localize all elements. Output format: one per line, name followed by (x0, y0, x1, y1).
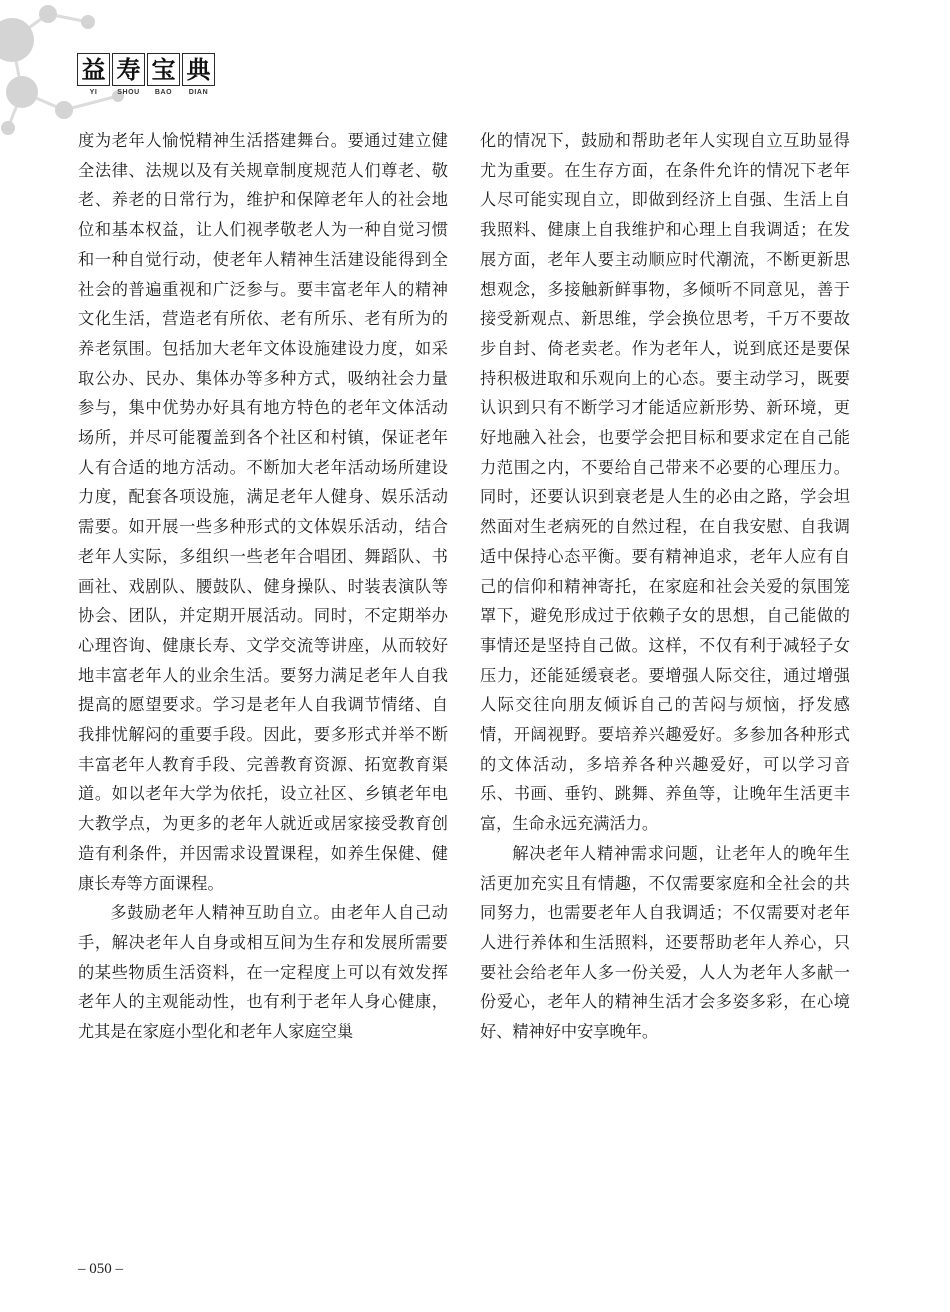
pinyin-label: YI (89, 89, 98, 96)
paragraph: 解决老年人精神需求问题，让老年人的晚年生活更加充实且有情趣，不仅需要家庭和全社会的共同努力，也需要老年人自我调适；不仅需要对老年人进行养体和生活照料，还要帮助老年人养心，只要社会给老年人多一份关爱，人人为老年人多献一份爱心，老年人的精神生活才会多姿多彩，在心境好、精神好中安享晚年。 (480, 843, 850, 1042)
left-column (78, 126, 448, 1047)
section-masthead (77, 53, 215, 96)
paragraph: 化的情况下，鼓励和帮助老年人实现自立互助显得尤为重要。在生存方面，在条件允许的情况下老年人尽可能实现自立，即做到经济上自强、生活上自我照料、健康上自我维护和心理上自我调适；在发展方面，老年人要主动顺应时代潮流，不断更新思想观念，多接触新鲜事物，多倾听不同意见，善于接受新观点、新思维，学会换位思考，千万不要故步自封、倚老卖老。作为老年人，说到底还是要保持积极进取和乐观向上的心态。要主动学习，既要认识到只有不断学习才能适应新形势、新环境，更好地融入社会，也要学会把目标和要求定在自己能力范围之内，不要给自己带来不必要的心理压力。同时，还要认识到衰老是人生的必由之路，学会坦然面对生老病死的自然过程，在自我安慰、自我调适中保持心态平衡。要有精神追求，老年人应有自己的信仰和精神寄托，在家庭和社会关爱的氛围笼罩下，避免形成过于依赖子女的思想，自己能做的事情还是坚持自己做。这样，不仅有利于减轻子女压力，还能延缓衰老。要增强人际交往，通过增强人际交往向朋友倾诉自己的苦闷与烦恼，抒发感情，开阔视野。要培养兴趣爱好。多参加各种形式的文体活动，多培养各种兴趣爱好，可以学习音乐、书画、垂钓、跳舞、养鱼等，让晚年生活更丰富，生命永远充满活力。 (480, 131, 850, 834)
pinyin-label: SHOU (117, 89, 140, 96)
paragraph: 多鼓励老年人精神互助自立。由老年人自己动手，解决老年人自身或相互间为生存和发展所需要的某些物质生活资料，在一定程度上可以有效发挥老年人的主观能动性，也有利于老年人身心健康，尤其是在家庭小型化和老年人家庭空巢 (78, 903, 448, 1042)
section-title-pinyin (77, 89, 215, 96)
paragraph: 度为老年人愉悦精神生活搭建舞台。要通过建立健全法律、法规以及有关规章制度规范人们尊老、敬老、养老的日常行为，维护和保障老年人的社会地位和基本权益，让人们视孝敬老人为一种自觉习惯和一种自觉行动，使老年人精神生活建设能得到全社会的普遍重视和广泛参与。要丰富老年人的精神文化生活，营造老有所依、老有所乐、老有所为的养老氛围。包括加大老年文体设施建设力度，如采取公办、民办、集体办等多种方式，吸纳社会力量参与，集中优势办好具有地方特色的老年文体活动场所，并尽可能覆盖到各个社区和村镇，保证老年人有合适的地方活动。不断加大老年活动场所建设力度，配套各项设施，满足老年人健身、娱乐活动需要。如开展一些多种形式的文体娱乐活动，结合老年人实际，多组织一些老年合唱团、舞蹈队、书画社、戏剧队、腰鼓队、健身操队、时装表演队等协会、团队，并定期开展活动。同时，不定期举办心理咨询、健康长寿、文学交流等讲座，从而较好地丰富老年人的业余生活。要努力满足老年人自我提高的愿望要求。学习是老年人自我调节情绪、自我排忧解闷的重要手段。因此，要多形式并举不断丰富老年人教育手段、完善教育资源、拓宽教育渠道。如以老年大学为依托，设立社区、乡镇老年电大教学点，为更多的老年人就近或居家接受教育创造有利条件，并因需求设置课程，如养生保健、健康长寿等方面课程。 (78, 131, 448, 893)
title-char: 宝 (147, 53, 180, 86)
section-title (77, 53, 215, 86)
title-char: 寿 (112, 53, 145, 86)
right-column (480, 126, 850, 1047)
pinyin-label: DIAN (188, 89, 209, 96)
title-char: 益 (77, 53, 110, 86)
pinyin-label: BAO (154, 89, 173, 96)
page-number: – 050 – (78, 1261, 123, 1277)
title-char: 典 (182, 53, 215, 86)
